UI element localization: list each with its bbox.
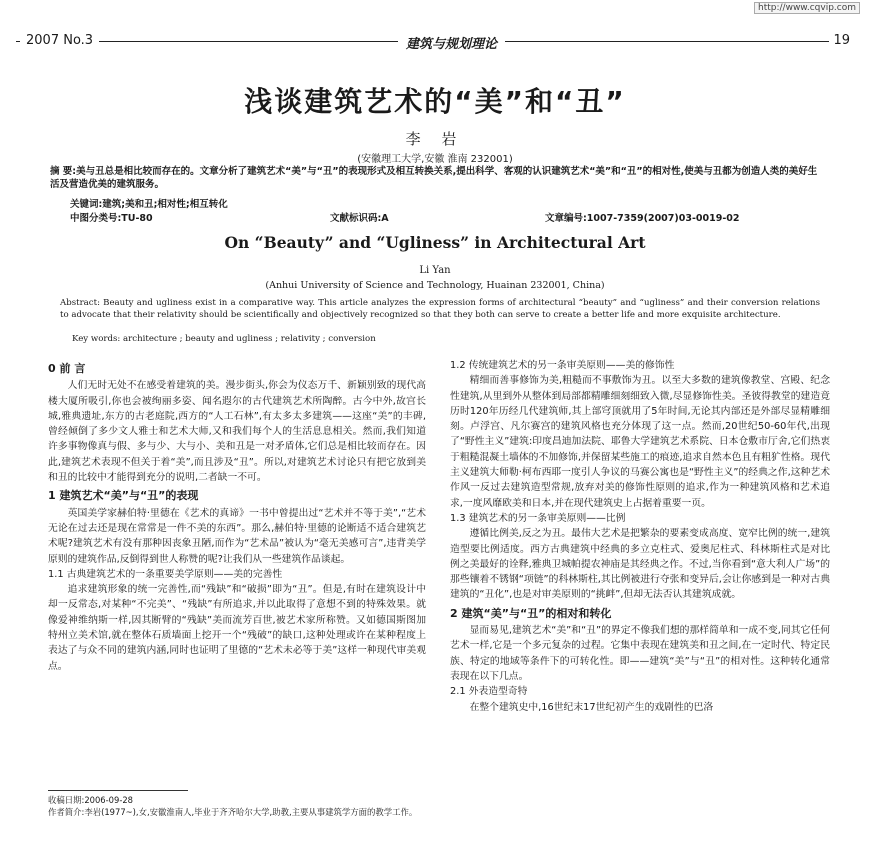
- keywords-cn: 关键词:建筑;美和丑;相对性;相互转化: [70, 199, 228, 210]
- english-affiliation: (Anhui University of Science and Technology, Huainan 232001, China): [265, 280, 605, 291]
- watermark: http://www.cqvip.com: [754, 2, 860, 14]
- paragraph: 人们无时无处不在感受着建筑的美。漫步街头,你会为仪态万千、新颖别致的现代高楼大厦所吸引,你也会被绚丽多姿、闻名遐尔的古代建筑艺术所陶醉。古今中外,故宫长城,雅典遗址,东方的古老庭院,西方的“人工石林”,有太多太多建筑——这座“美”的丰碑,曾经倾倒了多少文人雅士和艺术大师,又和我们每个人的生活息息相关。然而,我们知道许多事物像真与假、多与少、大与小、美和丑是一对矛盾体,它们总是相比较而存在。因此,建筑艺术表现不但关于着“美”,而且涉及“丑”。所以,对建筑艺术讨论只有把它放到美和丑的比较中才能得到充分的说明,二者缺一不可。: [48, 380, 426, 484]
- paragraph: 精细而善事修饰为美,粗糙而不事敷饰为丑。以至大多数的建筑像教堂、宫殿、纪念性建筑,从里到外从整体到局部都精雕细刻细致入微,尽显修饰性美。圣彼得教堂的建造竟历时120年历经几代建筑师,其上部穹顶就用了5年时间,无论其内部还是外部尽显精雕细刻。卢浮宫、凡尔赛宫的建筑风格也充分体现了这一点。然而,20世纪50-60年代,出现了“野性主义”建筑:印度昌迪加法院、耶鲁大学建筑艺术系院、日本仓敷市厅舍,它们热衷于粗糙混凝土墙体的不加修饰,并保留某些施工的痕迹,追求自然本色且有粗犷性格。现代主义建筑大师勒·柯布西耶一度引人争议的马赛公寓也是“野性主义”的经典之作,这种艺术作风一反过去建筑造型常规,放弃对美的修饰性原则的追求,作为一种建筑风格和艺术追求,一度风靡欧美和日本,并在现代建筑史上占据着重要一页。: [450, 375, 830, 509]
- english-abstract: Abstract: Beauty and ugliness exist in a comparative way. This article analyzes the expression forms of architectural “beauty” and “ugliness” and their conversion relations to advocate that their relativity should be scientifically and objectively recognized so that they both can serve to create a better life and more exquisite architecture.: [60, 298, 820, 320]
- running-header: [16, 33, 854, 52]
- paragraph: 追求建筑形象的统一完善性,而“残缺”和“破损”即为“丑”。但是,有时在建筑设计中却一反常态,对某种“不完美”、“残缺”有所追求,并以此取得了意想不到的特殊效果。就像爱神维纳斯一样,因其断臂的“残缺”美而流芳百世,被艺术家所称赞。又如德国斯图加特州立美术馆,就在整体石质墙面上挖开一个“残破”的缺口,这种处理或许在某种程度上表达了与众不同的建筑内涵,同时也证明了里德的“艺术未必等于美”这样一种现代审美观点。: [48, 584, 426, 672]
- document-code: 文献标识码:A: [330, 213, 389, 224]
- article-number: 文章编号:1007-7359(2007)03-0019-02: [545, 213, 740, 224]
- right-column: [450, 358, 830, 715]
- english-author: Li Yan: [419, 265, 451, 276]
- abstract-cn: 摘 要:美与丑总是相比较而存在的。文章分析了建筑艺术“美”与“丑”的表现形式及相互转换关系,提出科学、客观的认识建筑艺术“美”和“丑”的相对性,使美与丑都为创造人类的美好生活及营造优美的建筑服务。: [50, 166, 818, 190]
- footnote-rule: [48, 790, 188, 791]
- subsection-heading: 1.1 古典建筑艺术的一条重要美学原则——美的完善性: [48, 568, 283, 580]
- section-heading: 2 建筑“美”与“丑”的相对和转化: [450, 606, 612, 620]
- paragraph: 在整个建筑史中,16世纪末17世纪初产生的戏剧性的巴洛: [469, 701, 714, 713]
- footnote: [48, 794, 428, 818]
- paper-title: 浅谈建筑艺术的“美”和“丑”: [244, 85, 626, 118]
- section-heading: 0 前 言: [48, 362, 86, 375]
- paragraph: 遵循比例美,反之为丑。最伟大艺术是把繁杂的要素变成高度、宽窄比例的统一,建筑造型要比例适度。西方古典建筑中经典的多立克柱式、爱奥尼柱式、科林斯柱式是对比例之美最好的诠释,雅典卫城帕提农神庙是其经典之作。不过,当你看到“意大利人广场”的那些镶着不锈钢“项链”的科林斯柱,其比例被进行夺张和变异后,会让你感到是一种对古典建筑的“丑化”,也是对审美原则的“挑衅”,但却无法否认其建筑成就。: [450, 528, 830, 601]
- author: 李 岩: [405, 130, 465, 148]
- subsection-heading: 2.1 外表造型奇特: [450, 686, 528, 698]
- subsection-heading: 1.3 建筑艺术的另一条审美原则——比例: [450, 512, 626, 524]
- subsection-heading: 1.2 传统建筑艺术的另一条审美原则——美的修饰性: [450, 360, 675, 371]
- received-date: 收稿日期:2006-09-28: [48, 795, 133, 805]
- affiliation: (安徽理工大学,安徽 淮南 232001): [357, 154, 513, 165]
- english-keywords: Key words: architecture ; beauty and ugliness ; relativity ; conversion: [72, 334, 376, 344]
- section-heading: 1 建筑艺术“美”与“丑”的表现: [48, 489, 199, 503]
- author-bio: 作者简介:李岩(1977~),女,安徽淮南人,毕业于齐齐哈尔大学,助教,主要从事建筑学方面的教学工作。: [48, 807, 418, 817]
- clc-number: 中图分类号:TU-80: [70, 213, 153, 224]
- header-issue: 2007 No.3: [20, 33, 99, 48]
- header-page-number: 19: [829, 33, 854, 48]
- left-column: [48, 358, 426, 674]
- header-journal: 建筑与规划理论: [398, 33, 505, 52]
- paragraph: 英国美学家赫伯特·里德在《艺术的真谛》一书中曾提出过“艺术并不等于美”,“艺术无论在过去还是现在常常是一件不美的东西”。那么,赫伯特·里德的论断适不适合建筑艺术呢?建筑艺术有没有那种因丧象丑陋,而作为“艺术品”被认为“毫无美感可言”,违背美学原则的建筑作品,反倒得到世人称赞的呢?让我们从一些建筑作品谈起。: [48, 507, 426, 565]
- english-title: On “Beauty” and “Ugliness” in Architectural Art: [224, 233, 646, 252]
- paragraph: 显而易见,建筑艺术“美”和“丑”的界定不像我们想的那样简单和一成不变,同其它任何艺术一样,它是一个多元复杂的过程。它集中表现在建筑美和丑之间,在一定时代、特定民族、特定的地域等条件下的可转化性。即——建筑“美”与“丑”的相对性。这种转化通常表现在以下几点。: [450, 625, 830, 682]
